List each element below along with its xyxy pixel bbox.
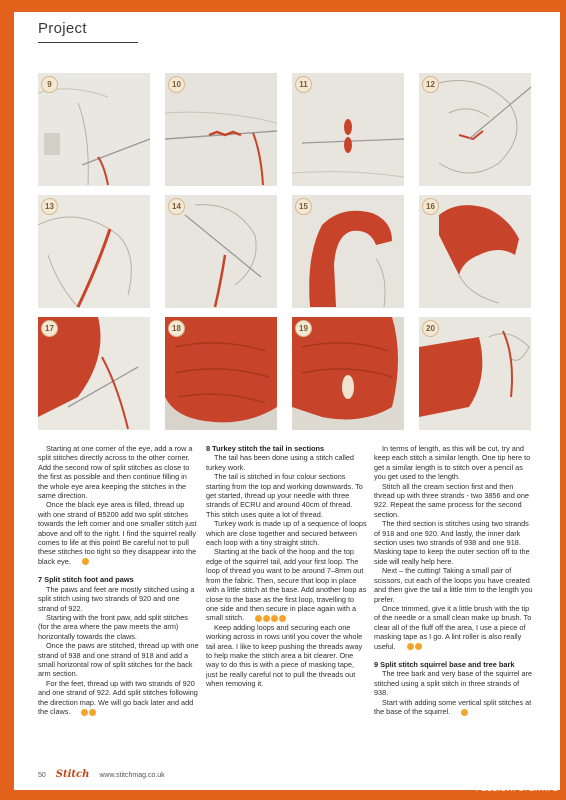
step-photo-16	[419, 195, 531, 308]
step-photo-9	[38, 73, 150, 186]
paragraph: Once the black eye area is filled, thread up with one strand of B5200 add two split stitches towards the left corner and one smaller stitch just above and off to the right. I find the squirrel really comes to life at this point! Be careful not to pull these stitches too tight so they disappear into the black eye. 10	[38, 500, 197, 566]
paragraph: Keep adding loops and securing each one working across in rows until you cover the whole tail area. I like to keep pushing the threads away to help make the stitch area a bit clearer. One way to do this is with a piece of masking tape, just be really careful not to pull the threads out when removing it.	[206, 622, 363, 689]
step-ref-dot	[255, 615, 262, 622]
paragraph: Starting at one corner of the eye, add a row a split stitches directly across to the other corner. Add the second row of split stitches as close to the first as possible and then continue filling in the whole eye area keeping the stitches in the same direction.	[38, 444, 193, 501]
step-ref-dot: 19	[415, 643, 422, 650]
step-ref-dot	[81, 709, 88, 716]
text-column-1	[38, 444, 199, 716]
step-refs	[452, 707, 475, 716]
page-footer	[38, 769, 165, 780]
paragraph: Next – the cutting! Taking a small pair of scissors, cut each of the loops you have created and then give the tail a little trim to the length you prefer.	[374, 566, 533, 604]
paragraph: The third section is stitches using two strands of 918 and one 920. And lastly, the inner dark section uses two strands of 938 and one 918. Masking tape to keep the outer section off to the side will really help here.	[374, 519, 530, 566]
paragraph: The tail is stitched in four colour sections starting from the top and working downwards. To get started, thread up your needle with three strands of ECRU and around 40cm of thread. This stitch uses quite a lot of thread.	[206, 472, 363, 519]
step-badge: 16	[422, 198, 439, 215]
step-refs	[72, 707, 103, 716]
paragraph: Once the paws are stitched, thread up with one strand of 938 and one strand of 918 and add a small horizontal row of split stitches for the back arm section.	[38, 641, 199, 679]
paragraph: Start with adding some vertical split stitches at the base of the squirrel. 20	[374, 697, 532, 716]
paragraph: The paws and feet are mostly stitched using a split stitch using two strands of 920 and one strand of 922.	[38, 584, 195, 613]
step-photo-19	[292, 317, 404, 430]
paragraph: Starting at the back of the hoop and the top edge of the squirrel tail, add your first loop. The loop of thread you want to be around 7–8mm out from the fabric. Then, secure that loop in place with a little stitch at the base. Add another loop as close to the base as the first loop, travelling to one side and then secure in place again with a small stitch. 16	[206, 547, 367, 623]
step-photo-11	[292, 73, 404, 186]
step-badge: 9	[41, 76, 58, 93]
title-rule	[38, 42, 138, 43]
text-column-2	[206, 444, 367, 689]
paragraph: The tail has been done using a stitch called turkey work.	[206, 453, 354, 472]
step-badge: 11	[295, 76, 312, 93]
paragraph: Turkey work is made up of a sequence of loops which are close together and secured between each loop with a tiny straight stitch.	[206, 519, 367, 548]
step-ref-dot	[271, 615, 278, 622]
step-ref-dot	[407, 643, 414, 650]
step-ref-dot: 10	[82, 558, 89, 565]
section-title: Project	[38, 20, 87, 37]
step-photo-10	[165, 73, 277, 186]
step-ref-dot	[263, 615, 270, 622]
step-refs	[398, 642, 428, 651]
step-ref-dot: 12	[89, 709, 96, 716]
paragraph: Once trimmed, give it a little brush with the tip of the needle or a small clean make up brush. To clear all of the fluff off the area, I use a piece of masking tape as I go. A lint roller is also really useful. 19	[374, 603, 532, 651]
section-heading: 9 Split stitch squirrel base and tree bark	[374, 659, 515, 669]
step-badge: 15	[295, 198, 312, 215]
magazine-logo: Stitch	[55, 769, 90, 780]
paragraph: For the feet, thread up with two strands of 920 and one strand of 922. Add split stitches following the direction map. We will go back later and add the claws. 12	[38, 678, 198, 716]
step-photo-20	[419, 317, 531, 430]
section-heading: 7 Split stitch foot and paws	[38, 575, 134, 585]
step-photo-18	[165, 317, 277, 430]
step-badge: 10	[168, 76, 185, 93]
step-photo-13	[38, 195, 150, 308]
paragraph: The tree bark and very base of the squirrel are stitched using a split stitch in three strands of 938.	[374, 669, 533, 698]
step-refs	[73, 557, 96, 566]
paragraph: Stitch all the cream section first and then thread up with three strands - two 3856 and one 922. Repeat the same process for the second section.	[374, 481, 529, 519]
step-badge: 18	[168, 320, 185, 337]
step-refs	[246, 613, 293, 622]
paragraph: Starting with the front paw, add split stitches (for the area where the paw meets the arm) horizontally towards the claws.	[38, 612, 188, 641]
text-column-3	[374, 444, 535, 716]
step-badge: 20	[422, 320, 439, 337]
step-photo-15	[292, 195, 404, 308]
step-ref-dot: 20	[461, 709, 468, 716]
step-photo-17	[38, 317, 150, 430]
step-badge: 14	[168, 198, 185, 215]
step-badge: 12	[422, 76, 439, 93]
website-link[interactable]: www.stitchmag.co.uk	[99, 772, 165, 779]
paragraph: In terms of length, as this will be cut, try and keep each stitch a similar length. One tip here to get a similar length is to stitch over a pencil as you get used to the length.	[374, 444, 531, 482]
magazine-page	[14, 12, 560, 790]
step-ref-dot: 16	[279, 615, 286, 622]
step-badge: 17	[41, 320, 58, 337]
page-number: 50	[38, 772, 46, 779]
step-photo-14	[165, 195, 277, 308]
step-badge: 13	[41, 198, 58, 215]
watermark: PassionForum.ru	[475, 783, 558, 794]
section-heading: 8 Turkey stitch the tail in sections	[206, 444, 325, 453]
step-photo-12	[419, 73, 531, 186]
step-badge: 19	[295, 320, 312, 337]
